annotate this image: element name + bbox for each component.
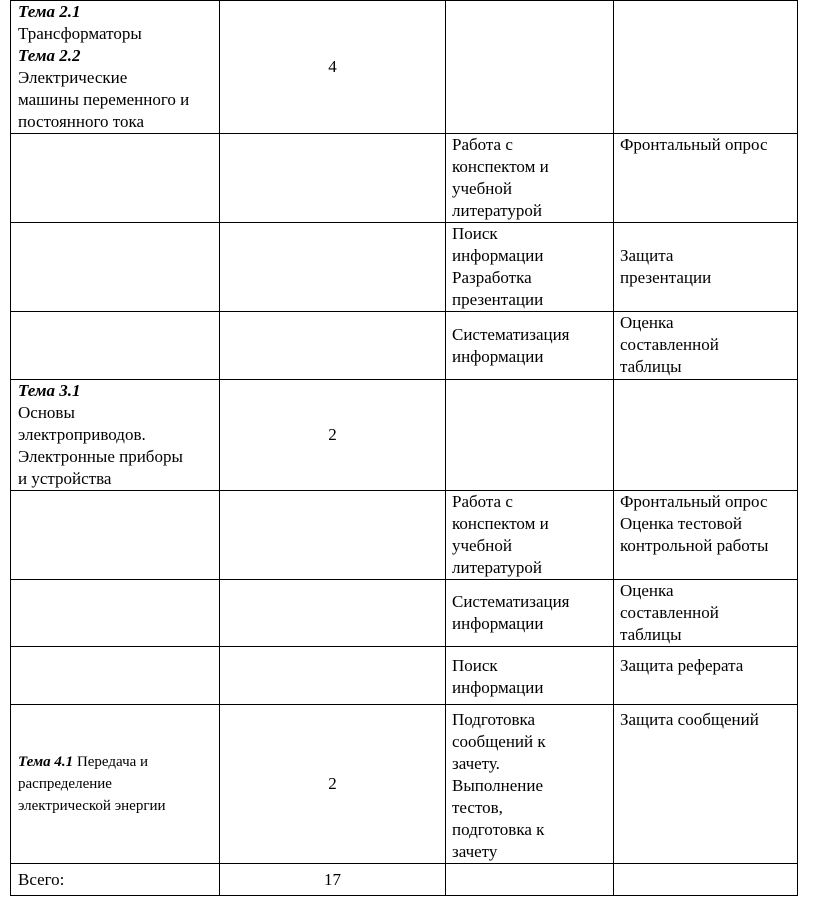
control-cell	[614, 223, 798, 312]
work-line: Работа с	[452, 492, 513, 511]
control-cell	[614, 705, 798, 864]
control-line: Защита реферата	[620, 656, 744, 675]
work-line: Разработка	[452, 268, 532, 287]
control-line: таблицы	[620, 625, 682, 644]
control-cell	[614, 491, 798, 580]
work-line: сообщений к	[452, 732, 546, 751]
hours-cell	[220, 580, 446, 647]
control-line: Оценка	[620, 313, 674, 332]
control-cell	[614, 380, 798, 491]
control-cell	[614, 134, 798, 223]
hours-cell	[220, 491, 446, 580]
work-cell	[446, 223, 614, 312]
control-line: Фронтальный опрос	[620, 135, 768, 154]
work-line: информации	[452, 614, 544, 633]
work-line: литературой	[452, 201, 542, 220]
work-line: конспектом и	[452, 514, 549, 533]
topic-cell	[11, 223, 220, 312]
topic-name-line: и устройства	[18, 469, 112, 488]
total-label: Всего:	[18, 869, 65, 889]
work-line: тестов,	[452, 798, 503, 817]
work-line: Подготовка	[452, 710, 536, 729]
topic-title: Тема 3.1	[18, 381, 81, 400]
control-cell	[614, 1, 798, 134]
work-line: учебной	[452, 536, 512, 555]
control-line: Фронтальный опрос	[620, 492, 768, 511]
table-row	[11, 223, 798, 312]
control-cell	[614, 864, 798, 896]
work-cell	[446, 1, 614, 134]
hours-cell	[220, 223, 446, 312]
topic-cell	[11, 134, 220, 223]
work-cell	[446, 312, 614, 380]
control-line: презентации	[620, 268, 712, 287]
topic-cell	[11, 705, 220, 864]
topic-name-line: Электронные приборы	[18, 447, 183, 466]
table-row	[11, 491, 798, 580]
study-plan-table	[10, 0, 798, 896]
topic-name-line: постоянного тока	[18, 112, 145, 131]
control-line: Оценка	[620, 581, 674, 600]
topic-cell	[11, 580, 220, 647]
topic-cell	[11, 491, 220, 580]
total-hours: 17	[324, 869, 341, 889]
table-row	[11, 647, 798, 705]
topic-name-line: электрической энергии	[18, 798, 166, 814]
control-line: Защита сообщений	[620, 710, 759, 729]
work-line: конспектом и	[452, 157, 549, 176]
hours-cell	[220, 647, 446, 705]
control-cell	[614, 580, 798, 647]
work-line: Работа с	[452, 135, 513, 154]
topic-title: Тема 2.2	[18, 46, 81, 65]
work-cell	[446, 647, 614, 705]
topic-name-line: электроприводов.	[18, 425, 146, 444]
hours-value: 2	[328, 774, 337, 793]
control-line: Защита	[620, 246, 674, 265]
work-line: презентации	[452, 290, 544, 309]
table-row	[11, 705, 798, 864]
work-line: зачету	[452, 842, 498, 861]
work-cell	[446, 491, 614, 580]
control-line: составленной	[620, 603, 719, 622]
topic-name-line: Основы	[18, 403, 75, 422]
work-line: информации	[452, 246, 544, 265]
work-line: Выполнение	[452, 776, 544, 795]
topic-title: Тема 2.1	[18, 2, 81, 21]
topic-name-line: машины переменного и	[18, 90, 190, 109]
table-row	[11, 380, 798, 491]
topic-name: Трансформаторы	[18, 24, 142, 43]
control-line: контрольной работы	[620, 536, 769, 555]
topic-name-line: распределение	[18, 776, 112, 792]
table-row	[11, 134, 798, 223]
hours-cell	[220, 705, 446, 864]
control-line: таблицы	[620, 357, 682, 376]
work-line: литературой	[452, 558, 542, 577]
hours-cell	[220, 312, 446, 380]
topic-cell	[11, 380, 220, 491]
topic-name-line: Электрические	[18, 68, 128, 87]
total-hours-cell	[220, 864, 446, 896]
topic-name-line: Передача и	[73, 754, 149, 770]
total-row	[11, 864, 798, 896]
work-cell	[446, 705, 614, 864]
hours-value: 4	[328, 57, 337, 76]
work-line: учебной	[452, 179, 512, 198]
work-line: информации	[452, 678, 544, 697]
topic-cell	[11, 1, 220, 134]
hours-cell	[220, 1, 446, 134]
control-line: составленной	[620, 335, 719, 354]
table-row	[11, 312, 798, 380]
work-cell	[446, 864, 614, 896]
topic-title: Тема 4.1	[18, 754, 74, 770]
work-line: Поиск	[452, 224, 498, 243]
hours-value: 2	[328, 425, 337, 444]
control-line: Оценка тестовой	[620, 514, 742, 533]
work-line: информации	[452, 346, 544, 366]
hours-cell	[220, 134, 446, 223]
work-line: Систематизация	[452, 592, 570, 611]
work-line: подготовка к	[452, 820, 545, 839]
topic-cell	[11, 647, 220, 705]
hours-cell	[220, 380, 446, 491]
work-cell	[446, 380, 614, 491]
work-cell	[446, 580, 614, 647]
control-cell	[614, 312, 798, 380]
topic-cell	[11, 312, 220, 380]
total-label-cell	[11, 864, 220, 896]
work-line: Поиск	[452, 656, 498, 675]
work-line: Систематизация	[452, 324, 570, 344]
work-cell	[446, 134, 614, 223]
table-row	[11, 580, 798, 647]
control-cell	[614, 647, 798, 705]
table-row	[11, 1, 798, 134]
work-line: зачету.	[452, 754, 500, 773]
